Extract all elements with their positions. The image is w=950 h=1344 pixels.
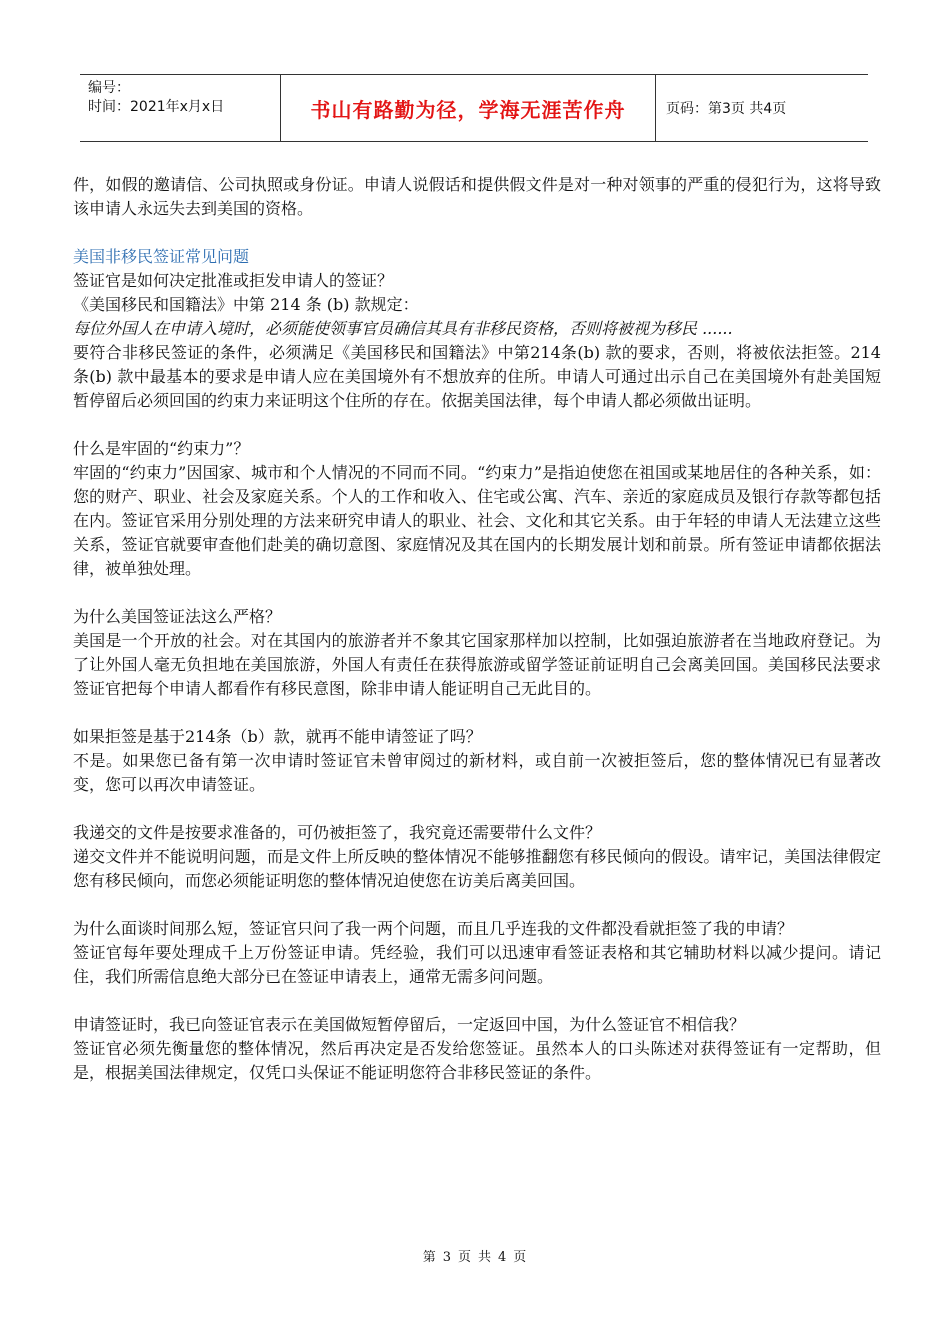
answer-3: 美国是一个开放的社会。对在其国内的旅游者并不象其它国家那样加以控制，比如强迫旅游者在当地政府登记。为了让外国人毫无负担地在美国旅游，外国人有责任在获得旅游或留学签证前证明自己会离美回国。美国移民法要求签证官把每个申请人都看作有移民意图，除非申请人能证明自己无此目的。: [73, 631, 881, 698]
law-quote: 每位外国人在申请入境时，必须能使领事官员确信其具有非移民资格，否则将被视为移民 ......: [73, 319, 733, 338]
question-5: 我递交的文件是按要求准备的，可仍被拒签了，我究竟还需要带什么文件？: [73, 823, 602, 842]
header-meta: [80, 75, 280, 141]
page-label: 页码：第3页 共4页: [666, 101, 787, 117]
answer-6: 签证官每年要处理成千上万份签证申请。凭经验，我们可以迅速审看签证表格和其它辅助材料以减少提问。请记住，我们所需信息绝大部分已在签证申请表上，通常无需多问问题。: [73, 943, 881, 986]
law-citation: 《美国移民和国籍法》中第 214 条 (b) 款规定：: [73, 295, 419, 314]
header-page-cell: [656, 75, 868, 141]
serial-label: 编号：: [88, 80, 130, 96]
page-footer: [0, 1246, 950, 1265]
footer-ye: 页: [457, 1250, 472, 1265]
question-7: 申请签证时，我已向签证官表示在美国做短暂停留后，一定返回中国，为什么签证官不相信我？: [73, 1015, 746, 1034]
question-1: 签证官是如何决定批准或拒发申请人的签证？: [73, 271, 394, 290]
section-title: 美国非移民签证常见问题: [73, 247, 250, 266]
document-body: [73, 173, 881, 1085]
answer-5: 递交文件并不能说明问题，而是文件上所反映的整体情况不能够推翻您有移民倾向的假设。请牢记，美国法律假定您有移民倾向，而您必须能证明您的整体情况迫使您在访美后离美回国。: [73, 847, 881, 890]
header-motto-cell: [280, 75, 656, 141]
footer-total-pages: 4: [498, 1250, 508, 1265]
answer-7: 签证官必须先衡量您的整体情况，然后再决定是否发给您签证。虽然本人的口头陈述对获得签证有一定帮助，但是，根据美国法律规定，仅凭口头保证不能证明您符合非移民签证的条件。: [73, 1039, 881, 1082]
footer-ye2: 页: [513, 1250, 528, 1265]
answer-1: 要符合非移民签证的条件，必须满足《美国移民和国籍法》中第214条(b) 款的要求，否则，将被依法拒签。214 条(b) 款中最基本的要求是申请人应在美国境外有不想放弃的住所。申请人可通过出示自己在美国境外有赴美国短暂停留后必须回国的约束力来证明这个住所的存在。依据美国法律，每个申请人都必须做出证明。: [73, 343, 881, 410]
footer-di: 第: [422, 1250, 437, 1265]
question-3: 为什么美国签证法这么严格？: [73, 607, 282, 626]
footer-gong: 共: [478, 1250, 493, 1265]
question-2: 什么是牢固的“约束力”？: [73, 439, 250, 458]
question-4: 如果拒签是基于214条（b）款，就再不能申请签证了吗？: [73, 727, 482, 746]
intro-paragraph: 件，如假的邀请信、公司执照或身份证。申请人说假话和提供假文件是对一种对领事的严重的侵犯行为，这将导致该申请人永远失去到美国的资格。: [73, 175, 881, 218]
time-label: 时间：2021年x月x日: [88, 99, 225, 115]
footer-current-page: 3: [442, 1250, 452, 1265]
page-header: [80, 74, 868, 142]
answer-4: 不是。如果您已备有第一次申请时签证官未曾审阅过的新材料，或自前一次被拒签后，您的整体情况已有显著改变，您可以再次申请签证。: [73, 751, 881, 794]
motto: 书山有路勤为径，学海无涯苦作舟: [310, 97, 626, 122]
question-6: 为什么面谈时间那么短，签证官只问了我一两个问题，而且几乎连我的文件都没看就拒签了我的申请？: [73, 919, 794, 938]
answer-2: 牢固的“约束力”因国家、城市和个人情况的不同而不同。“约束力”是指迫使您在祖国或某地居住的各种关系，如：您的财产、职业、社会及家庭关系。个人的工作和收入、住宅或公寓、汽车、亲近的家庭成员及银行存款等都包括在内。签证官采用分别处理的方法来研究申请人的职业、社会、文化和其它关系。由于年轻的申请人无法建立这些关系，签证官就要审查他们赴美的确切意图、家庭情况及其在国内的长期发展计划和前景。所有签证申请都依据法律，被单独处理。: [73, 463, 881, 578]
